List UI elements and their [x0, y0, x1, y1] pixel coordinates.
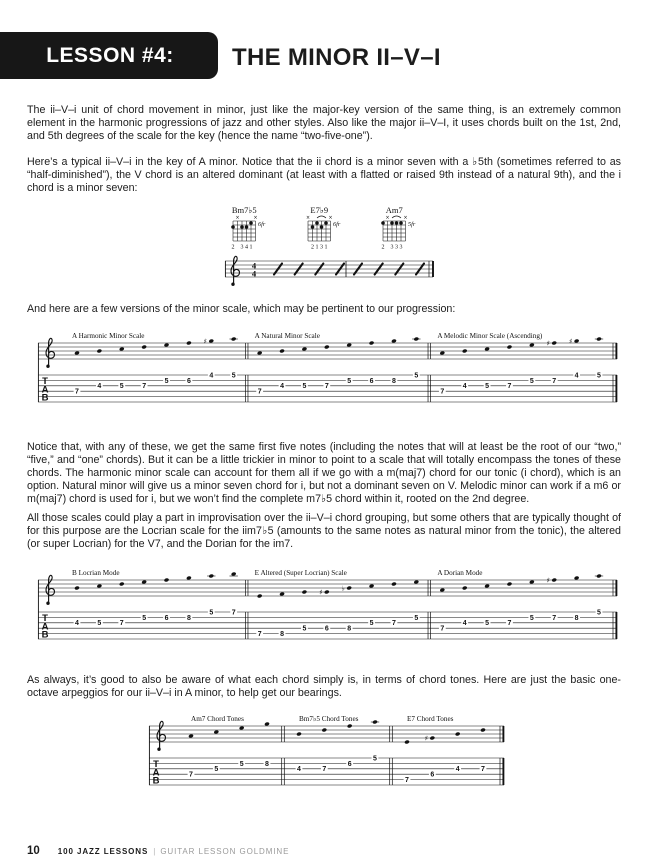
svg-text:7: 7	[257, 388, 262, 396]
svg-text:4: 4	[462, 383, 467, 391]
svg-text:4: 4	[280, 383, 285, 391]
page-title: THE MINOR II–V–I	[232, 44, 441, 71]
footer-separator: |	[153, 847, 156, 856]
notation-svg-arpeggios	[148, 713, 506, 793]
svg-text:×: ×	[328, 216, 333, 221]
svg-text:3: 3	[395, 244, 398, 251]
svg-text:B: B	[41, 392, 49, 404]
svg-text:5: 5	[302, 383, 307, 391]
svg-text:8: 8	[265, 760, 269, 768]
svg-text:1: 1	[315, 244, 319, 251]
svg-text:5: 5	[209, 609, 214, 617]
svg-text:6: 6	[430, 771, 435, 779]
svg-text:2: 2	[231, 244, 235, 251]
svg-text:B Locrian Mode: B Locrian Mode	[72, 569, 120, 577]
svg-text:×: ×	[235, 216, 240, 221]
svg-text:T: T	[42, 376, 48, 387]
svg-text:5: 5	[142, 614, 147, 622]
svg-text:×: ×	[305, 216, 311, 221]
svg-text:3: 3	[399, 244, 403, 251]
svg-text:♯: ♯	[203, 337, 207, 346]
svg-text:A: A	[41, 384, 49, 396]
svg-text:8: 8	[391, 377, 396, 385]
svg-text:4: 4	[251, 268, 257, 279]
lesson-number-banner	[0, 32, 218, 79]
svg-text:7: 7	[231, 609, 236, 617]
figure-modes	[37, 567, 619, 652]
svg-text:5: 5	[373, 755, 377, 763]
svg-text:6fr: 6fr	[333, 221, 341, 228]
svg-text:7: 7	[552, 614, 557, 622]
svg-text:B: B	[41, 629, 49, 641]
svg-text:5: 5	[347, 377, 352, 385]
svg-text:7: 7	[391, 620, 396, 628]
svg-text:Bm7♭5: Bm7♭5	[231, 205, 257, 215]
svg-text:5: 5	[597, 372, 601, 380]
svg-text:E7 Chord Tones: E7 Chord Tones	[407, 715, 454, 723]
svg-text:3: 3	[390, 244, 394, 251]
svg-text:Bm7♭5 Chord Tones: Bm7♭5 Chord Tones	[299, 715, 359, 723]
svg-text:5: 5	[414, 614, 419, 622]
svg-text:5: 5	[239, 760, 244, 768]
svg-text:×: ×	[403, 216, 408, 221]
svg-text:5: 5	[485, 620, 490, 628]
svg-text:3: 3	[320, 244, 323, 251]
svg-text:5: 5	[214, 766, 219, 774]
svg-text:6: 6	[186, 377, 191, 385]
svg-text:4: 4	[251, 260, 257, 271]
svg-text:1: 1	[324, 244, 328, 251]
svg-text:5: 5	[529, 614, 534, 622]
svg-text:5: 5	[97, 620, 102, 628]
svg-text:8: 8	[186, 614, 191, 622]
svg-text:8: 8	[280, 631, 285, 638]
svg-text:A Harmonic Minor Scale: A Harmonic Minor Scale	[72, 332, 145, 340]
paragraph-notice: Notice that, with any of these, we get the same first five notes (including the notes that will at least be the root of our “two,” “five,” and “one” chords). But it can be a little trickier in minor to point to a scale that will totally encompass the tones of these chords. The harmonic minor scale can account for them all if we go with a m(maj7) chord for our tonic (i chord), which is an option. Natural minor will give us a minor seven chord for i, but not a dominant seven on V. Melodic minor can work if a m6 or m(maj7) chord is used for i, but we won’t find the complete m7♭5 chord within it, rooted on the 2nd degree.	[27, 441, 621, 506]
notation-svg-minor-scales	[37, 330, 619, 410]
svg-text:Am7: Am7	[385, 205, 403, 215]
svg-text:♯: ♯	[546, 339, 550, 348]
svg-text:♯: ♯	[319, 588, 323, 597]
svg-text:5: 5	[414, 372, 419, 380]
svg-text:E Altered (Super Locrian) Scal: E Altered (Super Locrian) Scale	[254, 569, 347, 577]
svg-text:Am7 Chord Tones: Am7 Chord Tones	[191, 715, 244, 723]
svg-text:5: 5	[485, 383, 490, 391]
lesson-number-label: LESSON #4:	[46, 43, 174, 67]
svg-text:7: 7	[440, 388, 445, 396]
notation-svg-modes	[37, 567, 619, 647]
svg-text:♭: ♭	[341, 584, 345, 593]
svg-text:5: 5	[231, 372, 236, 380]
page-footer	[27, 845, 289, 857]
svg-text:4: 4	[462, 620, 467, 628]
svg-text:♯: ♯	[424, 734, 429, 743]
svg-text:1: 1	[249, 244, 253, 251]
footer-book-title: 100 JAZZ LESSONS	[57, 847, 149, 856]
svg-text:7: 7	[507, 383, 512, 391]
svg-text:5: 5	[529, 377, 534, 385]
svg-text:A: A	[152, 767, 160, 779]
svg-text:7: 7	[507, 620, 512, 628]
svg-text:7: 7	[405, 777, 409, 784]
svg-text:T: T	[153, 759, 159, 770]
svg-text:4: 4	[75, 620, 79, 628]
figure-arpeggios	[148, 713, 506, 798]
svg-text:7: 7	[119, 620, 124, 628]
svg-text:4: 4	[297, 766, 301, 774]
svg-text:7: 7	[440, 625, 445, 633]
svg-text:♯: ♯	[546, 576, 550, 585]
svg-text:7: 7	[257, 631, 262, 638]
svg-text:7: 7	[481, 766, 485, 774]
svg-text:T: T	[42, 613, 48, 624]
svg-text:7: 7	[324, 383, 329, 391]
svg-text:5: 5	[597, 609, 601, 617]
svg-text:4: 4	[245, 244, 248, 251]
svg-text:4: 4	[574, 372, 579, 380]
paragraph-intro: The ii–V–i unit of chord movement in minor, just like the major-key version of the same thing, is an extremely common element in the harmonic progressions of jazz and other styles. Also like the major ii–V–I, it uses chords built on the 1st, 2nd, and 5th degrees of the scale for the key (hence the name “two-five-one”).	[27, 104, 621, 143]
svg-text:6: 6	[369, 377, 374, 385]
svg-text:5fr: 5fr	[408, 221, 416, 228]
rhythm-slash-staff	[224, 251, 436, 296]
svg-text:6: 6	[347, 760, 352, 768]
page-number: 10	[27, 845, 40, 857]
paragraph-other-scales: All those scales could play a part in improvisation over the ii–V–i chord grouping, but some others that are typically thought of for this purpose are the Locrian scale for the iim7♭5 (amounts to the same notes as natural minor from the tonic), the altered (or super Locrian) for the V7, and the Dorian for the im7.	[27, 512, 621, 551]
svg-text:7: 7	[75, 388, 79, 396]
svg-text:6: 6	[164, 614, 169, 622]
rhythm-svg	[224, 251, 436, 291]
svg-text:4: 4	[209, 372, 214, 380]
svg-text:A Dorian Mode: A Dorian Mode	[437, 569, 483, 577]
svg-text:6fr: 6fr	[258, 221, 266, 228]
figure-minor-scales	[37, 330, 619, 415]
svg-text:3: 3	[240, 244, 244, 251]
svg-text:5: 5	[302, 625, 307, 633]
svg-text:A: A	[41, 621, 49, 633]
svg-text:4: 4	[455, 766, 460, 774]
svg-text:4: 4	[97, 383, 102, 391]
svg-text:×: ×	[253, 216, 258, 221]
svg-text:8: 8	[347, 625, 352, 633]
svg-text:×: ×	[385, 216, 390, 221]
svg-text:5: 5	[119, 383, 124, 391]
svg-text:5: 5	[164, 377, 169, 385]
svg-text:2: 2	[311, 244, 314, 251]
svg-text:7: 7	[552, 377, 557, 385]
svg-text:7: 7	[322, 766, 327, 774]
svg-text:2: 2	[381, 244, 385, 251]
svg-text:A Melodic Minor Scale (Ascendi: A Melodic Minor Scale (Ascending)	[437, 332, 543, 340]
svg-text:7: 7	[142, 383, 147, 391]
paragraph-typical-ii-v-i: Here’s a typical ii–V–i in the key of A minor. Notice that the ii chord is a minor seven with a ♭5th (sometimes referred to as “half-diminished”), the V chord is an altered dominant (at least with a flatted or raised 9th instead of a natural 9th), and the i chord is a minor seven:	[27, 156, 621, 195]
paragraph-chord-tones: As always, it’s good to also be aware of what each chord simply is, in terms of chord tones. Here are just the basic one-octave arpeggios for our ii–V–i in A minor, to help get our bearings.	[27, 674, 621, 700]
svg-text:8: 8	[574, 614, 579, 622]
footer-series-title: GUITAR LESSON GOLDMINE	[160, 847, 290, 856]
svg-text:7: 7	[189, 771, 193, 779]
paragraph-scale-versions: And here are a few versions of the minor scale, which may be pertinent to our progression:	[27, 303, 456, 315]
svg-text:B: B	[152, 775, 160, 787]
svg-text:♯: ♯	[569, 337, 573, 346]
svg-text:6: 6	[324, 625, 329, 633]
svg-text:A Natural Minor Scale: A Natural Minor Scale	[254, 332, 320, 340]
svg-text:5: 5	[369, 620, 374, 628]
svg-text:E7♭9: E7♭9	[310, 205, 329, 215]
